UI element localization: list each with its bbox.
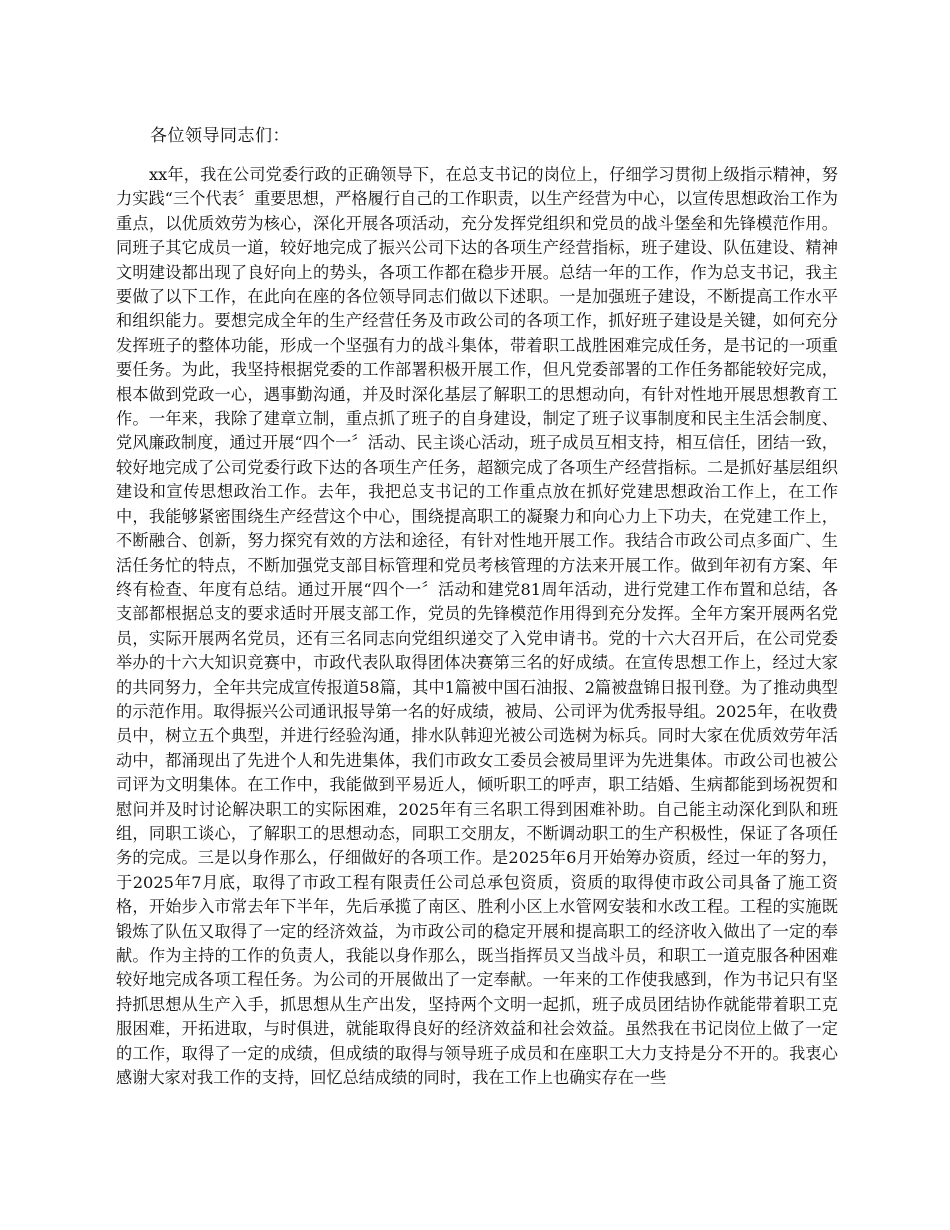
salutation: 各位领导同志们：	[150, 126, 290, 146]
body-paragraph: xx年，我在公司党委行政的正确领导下，在总支书记的岗位上，仔细学习贯彻上级指示精神，努力实践“三个代表〞重要思想，严格履行自己的工作职责，以生产经营为中心，以宣传思想政治工作为重点，以优质效劳为核心，深化开展各项活动，充分发挥党组织和党员的战斗堡垒和先锋模范作用。同班子其它成员一道，较好地完成了振兴公司下达的各项生产经营指标，班子建设、队伍建设、精神文明建设都出现了良好向上的势头，各项工作都在稳步开展。总结一年的工作，作为总支书记，我主要做了以下工作，在此向在座的各位领导同志们做以下述职。一是加强班子建设，不断提高工作水平和组织能力。要想完成全年的生产经营任务及市政公司的各项工作，抓好班子建设是关键，如何充分发挥班子的整体功能，形成一个坚强有力的战斗集体，带着职工战胜困难完成任务，是书记的一项重要任务。为此，我坚持根据党委的工作部署积极开展工作，但凡党委部署的工作任务都能较好完成，根本做到党政一心，遇事勤沟通，并及时深化基层了解职工的思想动向，有针对性地开展思想教育工作。一年来，我除了建章立制，重点抓了班子的自身建设，制定了班子议事制度和民主生活会制度、党风廉政制度，通过开展“四个一〞活动、民主谈心活动，班子成员互相支持，相互信任，团结一致，较好地完成了公司党委行政下达的各项生产任务，超额完成了各项生产经营指标。二是抓好基层组织建设和宣传思想政治工作。去年，我把总支书记的工作重点放在抓好党建思想政治工作上，在工作中，我能够紧密围绕生产经营这个中心，围绕提高职工的凝聚力和向心力上下功夫，在党建工作上，不断融合、创新，努力探究有效的方法和途径，有针对性地开展工作。我结合市政公司点多面广、生活任务忙的特点，不断加强党支部目标管理和党员考核管理的方法来开展工作。做到年初有方案、年终有检查、年度有总结。通过开展“四个一〞活动和建党81周年活动，进行党建工作布置和总结，各支部都根据总支的要求适时开展支部工作，党员的先锋模范作用得到充分发挥。全年方案开展两名党员，实际开展两名党员，还有三名同志向党组织递交了入党申请书。党的十六大召开后，在公司党委举办的十六大知识竞赛中，市政代表队取得团体决赛第三名的好成绩。在宣传思想工作上，经过大家的共同努力，全年共完成宣传报道58篇，其中1篇被中国石油报、2篇被盘锦日报刊登。为了推动典型的示范作用。取得振兴公司通讯报导第一名的好成绩，被局、公司评为优秀报导组。2025年，在收费员中，树立五个典型，并进行经验沟通，排水队韩迎光被公司选树为标兵。同时大家在优质效劳年活动中，都涌现出了先进个人和先进集体，我们市政女工委员会被局里评为先进集体。市政公司也被公司评为文明集体。在工作中，我能做到平易近人，倾听职工的呼声，职工结婚、生病都能到场祝贺和慰问并及时讨论解决职工的实际困难，2025年有三名职工得到困难补助。自己能主动深化到队和班组，同职工谈心，了解职工的思想动态，同职工交朋友，不断调动职工的生产积极性，保证了各项任务的完成。三是以身作那么，仔细做好的各项工作。是2025年6月开始筹办资质，经过一年的努力，于2025年7月底，取得了市政工程有限责任公司总承包资质，资质的取得使市政公司具备了施工资格，开始步入市常去年下半年，先后承揽了南区、胜利小区上水管网安装和水改工程。工程的实施既锻炼了队伍又取得了一定的经济效益，为市政公司的稳定开展和提高职工的经济收入做出了一定的奉献。作为主持的工作的负责人，我能以身作那么，既当指挥员又当战斗员，和职工一道克服各种困难较好地完成各项工程任务。为公司的开展做出了一定奉献。一年来的工作使我感到，作为书记只有坚持抓思想从生产入手，抓思想从生产出发，坚持两个文明一起抓，班子成员团结协作就能带着职工克服困难，开拓进取，与时俱进，就能取得良好的经济效益和社会效益。虽然我在书记岗位上做了一定的工作，取得了一定的成绩，但成绩的取得与领导班子成员和在座职工大力支持是分不开的。我衷心感谢大家对我工作的支持，回忆总结成绩的同时，我在工作上也确实存在一些	[116, 165, 838, 1088]
